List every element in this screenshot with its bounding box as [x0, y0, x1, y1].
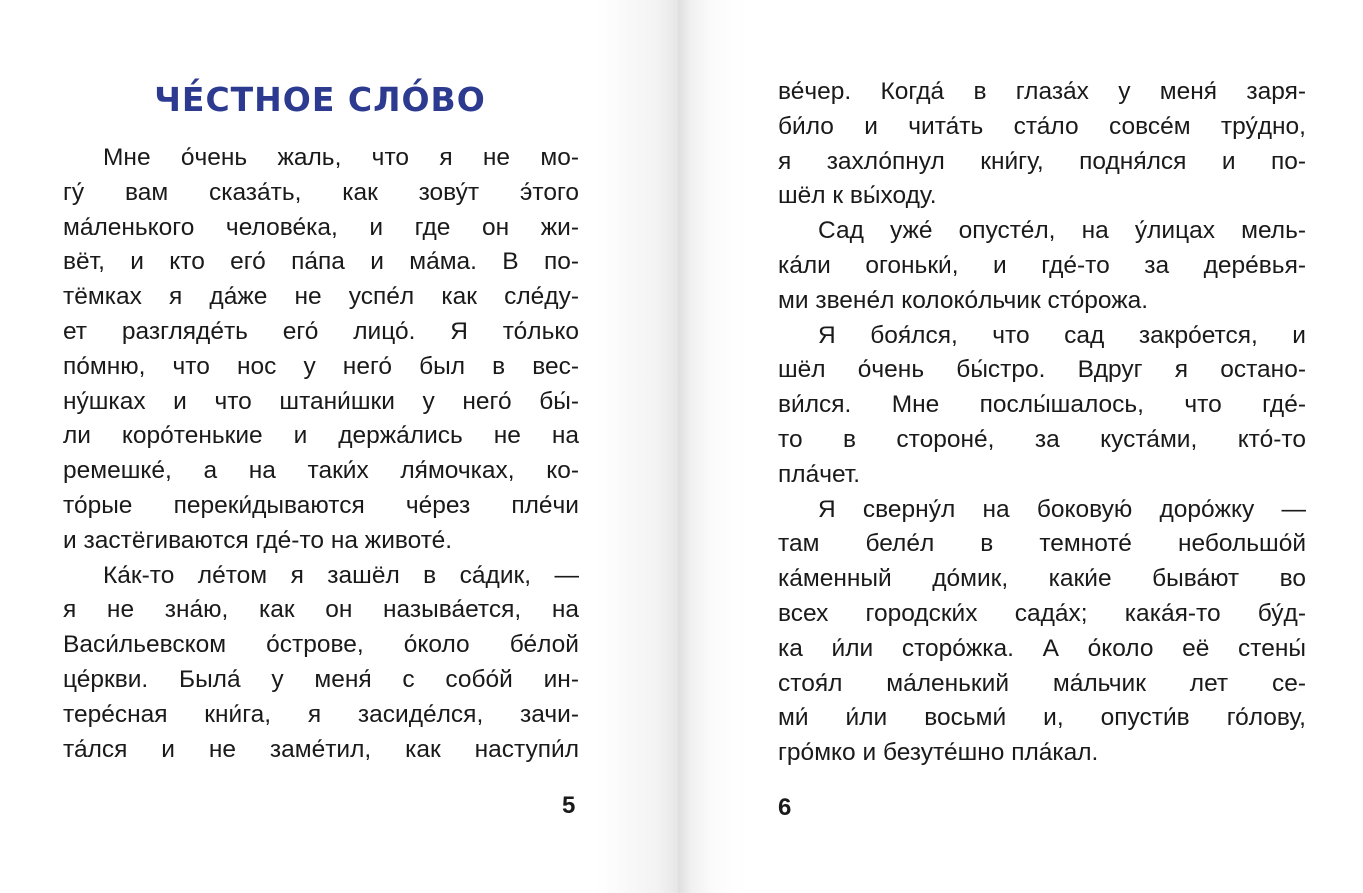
text-line: Ка́к-то ле́том я зашёл в са́дик, —	[103, 561, 579, 589]
right-page	[678, 0, 1363, 893]
text-line: ка и́ли сторо́жка. А о́коло её стены́	[778, 634, 1306, 662]
text-line: би́ло и чита́ть ста́ло совсе́м тру́дно,	[778, 112, 1306, 140]
text-line: ма́ленького челове́ка, и где он жи-	[63, 213, 579, 241]
text-line: гу́ вам сказа́ть, как зову́т э́того	[63, 178, 579, 206]
text-line: це́ркви. Была́ у меня́ с собо́й ин-	[63, 665, 579, 693]
text-line: по́мню, что нос у него́ был в вес-	[63, 352, 579, 380]
text-line: гро́мко и безуте́шно пла́кал.	[778, 739, 1099, 767]
text-line: Васи́льевском о́строве, о́коло бе́лой	[63, 631, 579, 659]
text-line: то́рые переки́дываются че́рез пле́чи	[63, 491, 579, 519]
text-line: Сад уже́ опусте́л, на у́лицах мель-	[818, 217, 1306, 245]
text-line: ну́шках и что штани́шки у него́ бы́-	[63, 387, 579, 415]
story-title: ЧЕ́СТНОЕ СЛО́ВО	[154, 80, 486, 119]
text-line: тёмках я да́же не успе́л как сле́ду-	[63, 283, 579, 311]
right-page-text	[778, 75, 1306, 771]
text-line: то в стороне́, за куста́ми, кто́-то	[778, 425, 1306, 453]
text-line: вёт, и кто его́ па́па и ма́ма. В по-	[63, 248, 579, 276]
text-line: Я сверну́л на боковую́ доро́жку —	[818, 495, 1306, 523]
left-page	[0, 0, 678, 893]
text-line: я не зна́ю, как он называ́ется, на	[63, 596, 579, 624]
text-line: ка́ли огоньки́, и где́-то за дере́вья-	[778, 251, 1306, 279]
text-line: шёл к вы́ходу.	[778, 182, 937, 210]
text-line: ми́ и́ли восьми́ и, опусти́в го́лову,	[778, 704, 1306, 732]
text-line: шёл о́чень бы́стро. Вдруг я остано-	[778, 356, 1306, 384]
text-line: и застёгиваются где́-то на животе́.	[63, 526, 453, 554]
text-line: Я боя́лся, что сад закро́ется, и	[818, 321, 1306, 349]
text-line: Мне о́чень жаль, что я не мо-	[103, 144, 579, 171]
text-line: ремешке́, а на таки́х ля́мочках, ко-	[63, 457, 579, 485]
text-line: там беле́л в темноте́ небольшо́й	[778, 530, 1306, 558]
text-line: ли коро́тенькие и держа́лись не на	[63, 422, 579, 450]
text-line: я захло́пнул кни́гу, подня́лся и по-	[778, 147, 1306, 175]
text-line: ет разгляде́ть его́ лицо́. Я то́лько	[63, 317, 579, 345]
page-number-right: 6	[778, 794, 792, 821]
left-page-text	[63, 141, 579, 767]
text-line: ви́лся. Мне послы́шалось, что где́-	[778, 391, 1306, 419]
text-line: стоя́л ма́ленький ма́льчик лет се-	[778, 669, 1306, 697]
text-line: всех городски́х сада́х; кака́я-то бу́д-	[778, 599, 1306, 627]
text-line: ми звене́л колоко́льчик сто́рожа.	[778, 286, 1149, 314]
page-number-left: 5	[562, 792, 576, 819]
text-line: та́лся и не заме́тил, как наступи́л	[63, 735, 579, 763]
text-line: пла́чет.	[778, 460, 861, 488]
text-line: ка́менный до́мик, каки́е быва́ют во	[778, 565, 1306, 593]
text-line: тере́сная кни́га, я засиде́лся, зачи-	[63, 700, 579, 728]
text-line: ве́чер. Когда́ в глаза́х у меня́ заря-	[778, 78, 1306, 105]
